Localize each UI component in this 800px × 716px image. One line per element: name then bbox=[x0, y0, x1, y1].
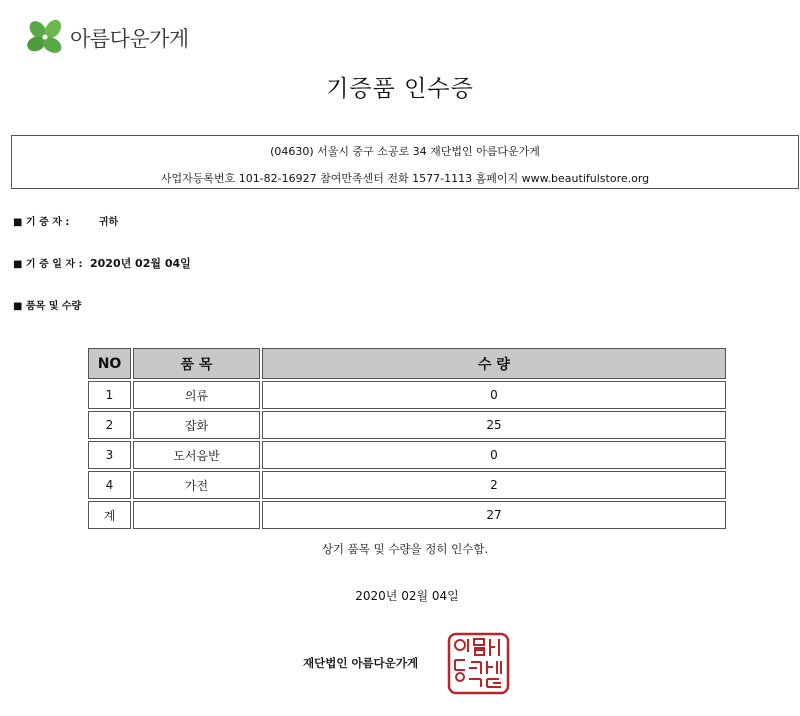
row-qty: 0 bbox=[262, 381, 726, 409]
table-row bbox=[88, 471, 726, 499]
table-row bbox=[88, 441, 726, 469]
organization-name: 재단법인 아름다운가게 bbox=[303, 656, 419, 670]
row-item: 도서음반 bbox=[133, 441, 260, 469]
row-no: 4 bbox=[88, 471, 131, 499]
items-table bbox=[86, 346, 728, 531]
brand-logo bbox=[24, 18, 189, 58]
date-label: ■ 기 증 일 자 : bbox=[13, 259, 83, 270]
donor-value: 귀하 bbox=[98, 217, 119, 228]
row-item: 가전 bbox=[133, 471, 260, 499]
info-box bbox=[11, 135, 799, 189]
registration-line: 사업자등록번호 101-82-16927 참여만족센터 전화 1577-1113 홈페이지 www.beautifulstore.org bbox=[160, 172, 650, 185]
row-qty: 0 bbox=[262, 441, 726, 469]
donor-field bbox=[13, 213, 118, 228]
date-field bbox=[13, 255, 191, 271]
table-header-row bbox=[88, 348, 726, 379]
document-title: 기증품 인수증 bbox=[326, 76, 474, 102]
header-item: 품 목 bbox=[133, 348, 260, 379]
row-no: 3 bbox=[88, 441, 131, 469]
header-qty: 수 량 bbox=[262, 348, 726, 379]
table-total-row bbox=[88, 501, 726, 529]
row-qty: 25 bbox=[262, 411, 726, 439]
receipt-note: 상기 품목 및 수량을 정히 인수함. bbox=[321, 542, 489, 556]
table-row bbox=[88, 381, 726, 409]
row-item: 의류 bbox=[133, 381, 260, 409]
table-row bbox=[88, 411, 726, 439]
row-no: 1 bbox=[88, 381, 131, 409]
brand-name: 아름다운가게 bbox=[70, 27, 189, 51]
official-seal-icon bbox=[447, 632, 510, 695]
address-line: (04630) 서울시 중구 소공로 34 재단법인 아름다운가게 bbox=[270, 145, 540, 158]
header-no: NO bbox=[88, 348, 131, 379]
date-value: 2020년 02월 04일 bbox=[89, 257, 191, 270]
donor-label: ■ 기 증 자 : bbox=[13, 217, 70, 228]
row-item: 잡화 bbox=[133, 411, 260, 439]
row-qty: 2 bbox=[262, 471, 726, 499]
row-no: 2 bbox=[88, 411, 131, 439]
items-field bbox=[13, 297, 81, 312]
total-label: 계 bbox=[88, 501, 131, 529]
clover-leaf-icon bbox=[24, 18, 66, 58]
total-qty: 27 bbox=[262, 501, 726, 529]
receipt-date: 2020년 02월 04일 bbox=[355, 589, 459, 603]
total-item-empty bbox=[133, 501, 260, 529]
items-label: ■ 품목 및 수량 bbox=[13, 301, 82, 312]
